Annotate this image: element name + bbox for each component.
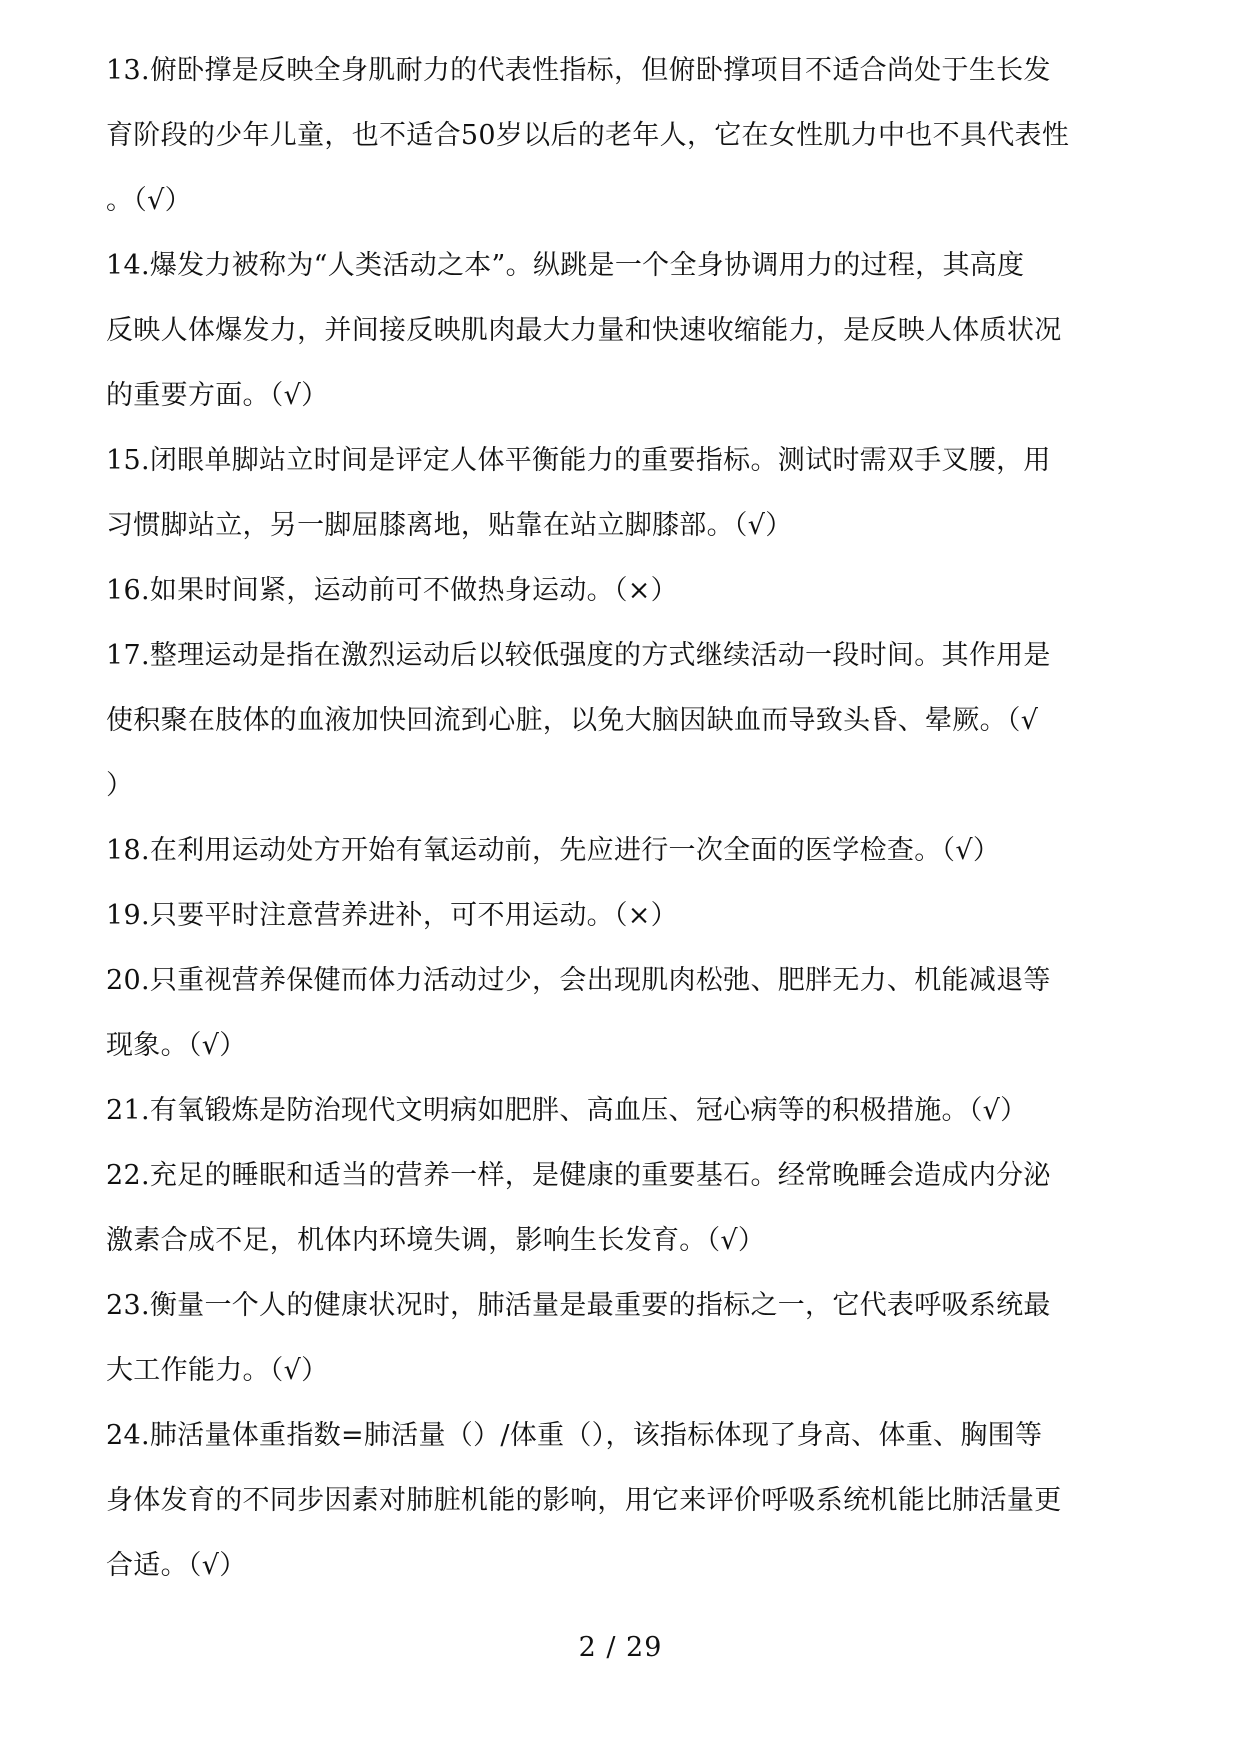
text-line: 24.肺活量体重指数=肺活量（）/体重（），该指标体现了身高、体重、胸围等 (106, 1420, 1043, 1451)
page-number: 2 / 29 (578, 1632, 663, 1663)
text-line: 合适。（√） (106, 1550, 247, 1581)
text-line: 17.整理运动是指在激烈运动后以较低强度的方式继续活动一段时间。其作用是 (106, 640, 1051, 671)
text-line: 15.闭眼单脚站立时间是评定人体平衡能力的重要指标。测试时需双手叉腰，用 (106, 445, 1051, 476)
text-line: 身体发育的不同步因素对肺脏机能的影响，用它来评价呼吸系统机能比肺活量更 (106, 1485, 1062, 1516)
text-line: 反映人体爆发力，并间接反映肌肉最大力量和快速收缩能力，是反映人体质状况 (106, 315, 1062, 346)
text-line: 20.只重视营养保健而体力活动过少，会出现肌肉松弛、肥胖无力、机能减退等 (106, 965, 1051, 996)
text-line: 18.在利用运动处方开始有氧运动前，先应进行一次全面的医学检查。（√） (106, 835, 1001, 866)
text-line: 16.如果时间紧，运动前可不做热身运动。（×） (106, 575, 678, 606)
text-line: 21.有氧锻炼是防治现代文明病如肥胖、高血压、冠心病等的积极措施。（√） (106, 1095, 1028, 1126)
text-line: 激素合成不足，机体内环境失调，影响生长发育。（√） (106, 1225, 766, 1256)
text-line: 的重要方面。（√） (106, 380, 329, 411)
page-body (106, 38, 1146, 1598)
text-line: 使积聚在肢体的血液加快回流到心脏，以免大脑因缺血而导致头昏、晕厥。（√ (106, 705, 1039, 736)
text-line: 13.俯卧撑是反映全身肌耐力的代表性指标，但俯卧撑项目不适合尚处于生长发 (106, 55, 1051, 86)
text-line: 习惯脚站立，另一脚屈膝离地，贴靠在站立脚膝部。（√） (106, 510, 793, 541)
text-line: 。（√） (106, 185, 192, 216)
text-line: 育阶段的少年儿童，也不适合50岁以后的老年人，它在女性肌力中也不具代表性 (106, 120, 1070, 151)
text-line: 14.爆发力被称为“人类活动之本”。纵跳是一个全身协调用力的过程，其高度 (106, 250, 1025, 281)
text-line: 22.充足的睡眠和适当的营养一样，是健康的重要基石。经常晚睡会造成内分泌 (106, 1160, 1051, 1191)
text-line: 23.衡量一个人的健康状况时，肺活量是最重要的指标之一，它代表呼吸系统最 (106, 1290, 1051, 1321)
text-line: 19.只要平时注意营养进补，可不用运动。（×） (106, 900, 678, 931)
text-line: 现象。（√） (106, 1030, 247, 1061)
text-line: 大工作能力。（√） (106, 1355, 329, 1386)
text-line: ） (106, 770, 134, 801)
